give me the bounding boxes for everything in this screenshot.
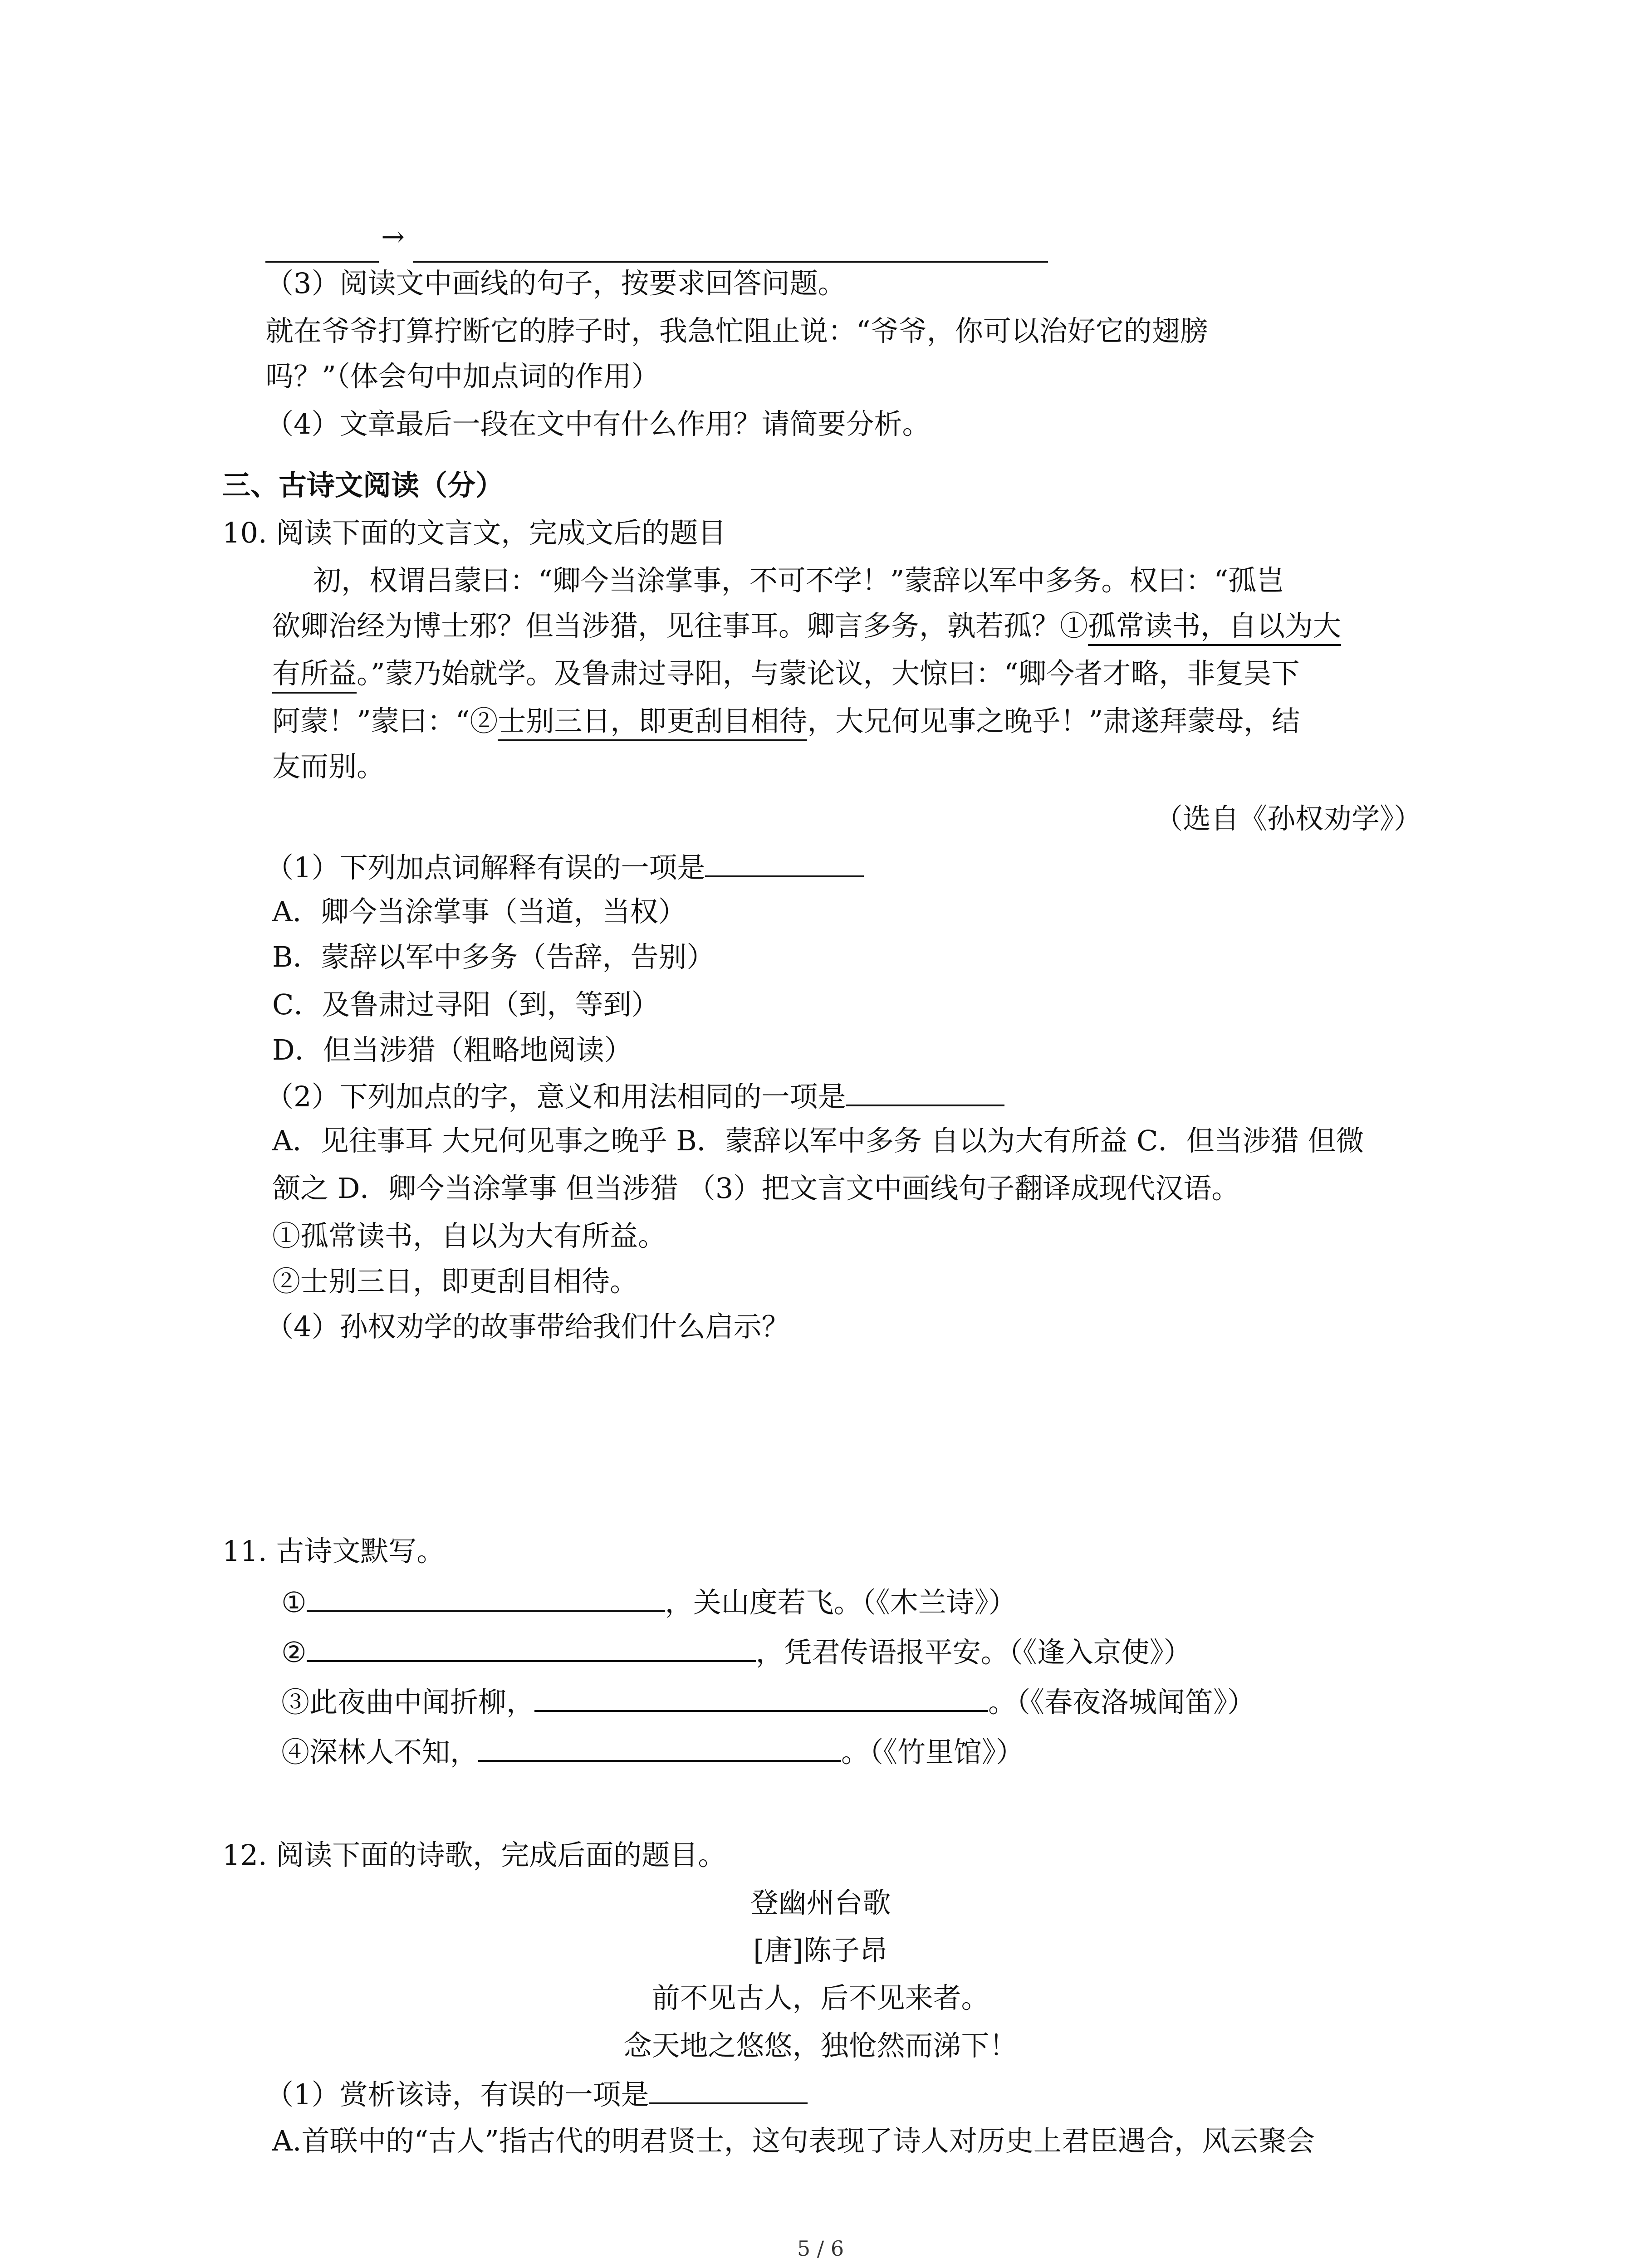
question-10-prompt: 10. 阅读下面的文言文，完成文后的题目 — [222, 516, 726, 549]
answer-blank — [534, 1683, 988, 1712]
question-3: （3）阅读文中画线的句子，按要求回答问题。 — [265, 267, 846, 300]
recitation-line-4 — [281, 1733, 1024, 1770]
recitation-line-1 — [281, 1583, 1017, 1621]
answer-blank-left — [265, 261, 379, 263]
passage-line-3 — [272, 655, 1299, 692]
underlined-sentence-1: 孤常读书，自以为大 — [1088, 609, 1341, 646]
recitation-line-3 — [281, 1683, 1255, 1721]
underlined-sentence-2: 士别三日，即更刮目相待 — [498, 704, 807, 741]
arrow: → — [381, 220, 405, 253]
answer-blank — [649, 2075, 808, 2104]
passage-line-4 — [272, 703, 1300, 739]
answer-blank — [307, 1583, 665, 1612]
passage-line-4-rest: ，大兄何见事之晚乎！”肃遂拜蒙母，结 — [807, 704, 1300, 738]
question-4: （4）文章最后一段在文中有什么作用？请简要分析。 — [265, 407, 931, 440]
recitation-line-2 — [281, 1633, 1192, 1671]
answer-blank — [307, 1633, 756, 1662]
poem-line-2: 念天地之悠悠，独怆然而涕下！ — [623, 2029, 1018, 2062]
passage-line-2 — [272, 608, 1341, 644]
recitation-2-text: ，凭君传语报平安。（《逢入京使》） — [755, 1636, 1192, 1669]
question-12-prompt: 12. 阅读下面的诗歌，完成后面的题目。 — [222, 1838, 726, 1872]
section-3-heading: 三、古诗文阅读（分） — [222, 469, 504, 502]
passage-line-2-text: 欲卿治经为博士邪？但当涉猎，见往事耳。卿言多务，孰若孤？① — [272, 609, 1088, 642]
question-12-1-text: （1）赏析该诗，有误的一项是 — [265, 2078, 649, 2111]
translate-sentence-1: ①孤常读书，自以为大有所益。 — [272, 1219, 666, 1252]
recitation-2-num: ② — [281, 1636, 307, 1669]
passage-line-5: 友而别。 — [272, 750, 385, 783]
answer-blank — [478, 1733, 841, 1762]
question-10-2-text: （2）下列加点的字，意义和用法相同的一项是 — [265, 1080, 846, 1113]
recitation-1-num: ① — [281, 1586, 307, 1619]
question-10-2 — [265, 1077, 1004, 1115]
question-3-sentence-1: 就在爷爷打算拧断它的脖子时，我急忙阻止说：“爷爷，你可以治好它的翅膀 — [265, 314, 1208, 347]
question-10-1-text: （1）下列加点词解释有误的一项是 — [265, 851, 705, 884]
recitation-1-text: ，关山度若飞。（《木兰诗》） — [665, 1586, 1017, 1619]
passage-line-3-text: 。”蒙乃始就学。及鲁肃过寻阳，与蒙论议，大惊曰：“卿今者才略，非复吴下 — [357, 657, 1300, 690]
passage-line-4-text: 阿蒙！”蒙曰：“② — [272, 704, 498, 738]
poem-line-1: 前不见古人，后不见来者。 — [652, 1981, 989, 2014]
answer-blank — [846, 1077, 1004, 1106]
recitation-3-text: ③此夜曲中闻折柳， — [281, 1686, 535, 1719]
answer-blank-right — [413, 261, 1048, 263]
question-3-sentence-2: 吗？”（体会句中加点词的作用） — [265, 360, 660, 393]
question-10-2-options-2: 颔之 D．卿今当涂掌事 但当涉猎 （3）把文言文中画线句子翻译成现代汉语。 — [272, 1172, 1240, 1205]
question-10-2-options-1: A．见往事耳 大兄何见事之晚乎 B．蒙辞以军中多务 自以为大有所益 C．但当涉猎 但微 — [272, 1124, 1364, 1157]
poem-author: [唐]陈子昂 — [753, 1934, 888, 1967]
poem-title: 登幽州台歌 — [750, 1886, 891, 1919]
underlined-sentence-1-end: 有所益 — [272, 657, 357, 694]
option-c: C．及鲁肃过寻阳（到，等到） — [272, 988, 660, 1021]
passage-line-1: 初，权谓吕蒙曰：“卿今当涂掌事，不可不学！”蒙辞以军中多务。权曰：“孤岂 — [313, 564, 1285, 597]
question-12-1 — [265, 2075, 808, 2113]
answer-blank — [705, 848, 864, 877]
option-a: A．卿今当涂掌事（当道，当权） — [272, 895, 686, 928]
passage-source: （选自《孙权劝学》） — [1155, 802, 1422, 835]
question-11-prompt: 11. 古诗文默写。 — [222, 1535, 445, 1568]
recitation-4-text: ④深林人不知， — [281, 1735, 479, 1769]
question-10-1 — [265, 848, 864, 886]
question-12-1-option-a: A.首联中的“古人”指古代的明君贤士，这句表现了诗人对历史上君臣遇合，风云聚会 — [272, 2124, 1315, 2157]
recitation-4-tail: 。（《竹里馆》） — [841, 1735, 1024, 1769]
page-number: 5 / 6 — [797, 2236, 844, 2261]
recitation-3-tail: 。（《春夜洛城闻笛》） — [988, 1686, 1256, 1719]
question-10-4: （4）孙权劝学的故事带给我们什么启示？ — [265, 1310, 790, 1343]
translate-sentence-2: ②士别三日，即更刮目相待。 — [272, 1265, 638, 1298]
option-b: B．蒙辞以军中多务（告辞，告别） — [272, 940, 715, 973]
option-d: D．但当涉猎（粗略地阅读） — [272, 1033, 632, 1066]
